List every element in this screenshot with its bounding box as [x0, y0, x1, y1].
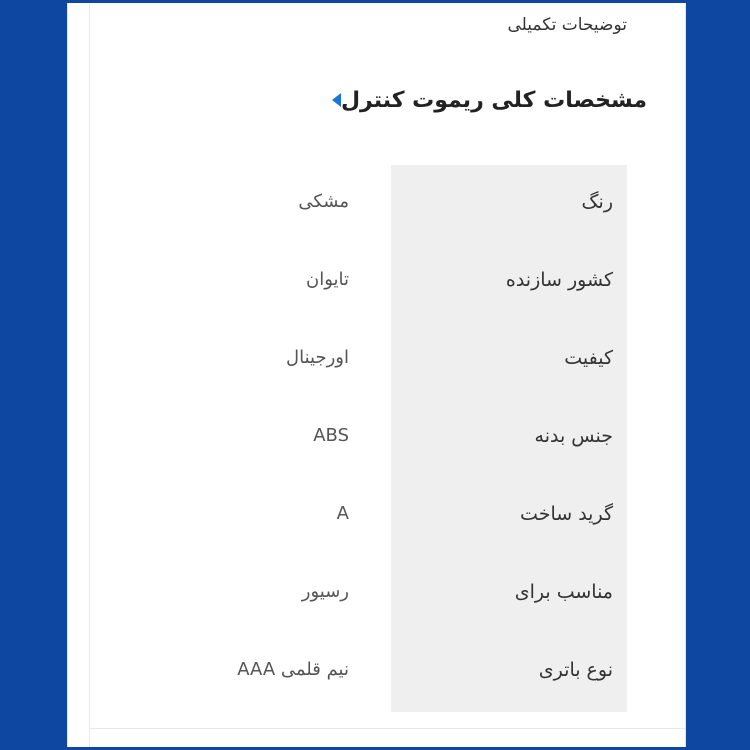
- panel-bottom-divider: [89, 728, 685, 729]
- spec-label: نوع باتری: [538, 659, 613, 681]
- spec-label: مناسب برای: [514, 581, 613, 603]
- triangle-left-icon: [332, 93, 341, 107]
- spec-heading: [318, 83, 647, 117]
- spec-value: اورجینال: [286, 347, 349, 368]
- spec-row: [68, 243, 685, 321]
- spec-label: جنس بدنه: [534, 425, 613, 447]
- spec-row: [68, 633, 685, 711]
- spec-value: تایوان: [305, 269, 349, 290]
- spec-row: [68, 555, 685, 633]
- spec-row: [68, 165, 685, 243]
- spec-label: کیفیت: [564, 347, 613, 369]
- spec-label: گرید ساخت: [520, 503, 613, 525]
- spec-heading-text: مشخصات کلی ریموت کنترل: [340, 87, 647, 113]
- spec-value: رسیور: [301, 581, 349, 602]
- spec-value: A: [336, 503, 349, 524]
- spec-row: [68, 321, 685, 399]
- spec-value: ABS: [313, 425, 349, 446]
- spec-value: نیم قلمی AAA: [237, 659, 349, 680]
- spec-value: مشکی: [298, 191, 349, 212]
- spec-row: [68, 399, 685, 477]
- spec-label: رنگ: [581, 191, 613, 213]
- content-panel: [67, 3, 686, 747]
- section-title: توضیحات تکمیلی: [507, 15, 627, 35]
- spec-label: کشور سازنده: [505, 269, 613, 291]
- spec-row: [68, 477, 685, 555]
